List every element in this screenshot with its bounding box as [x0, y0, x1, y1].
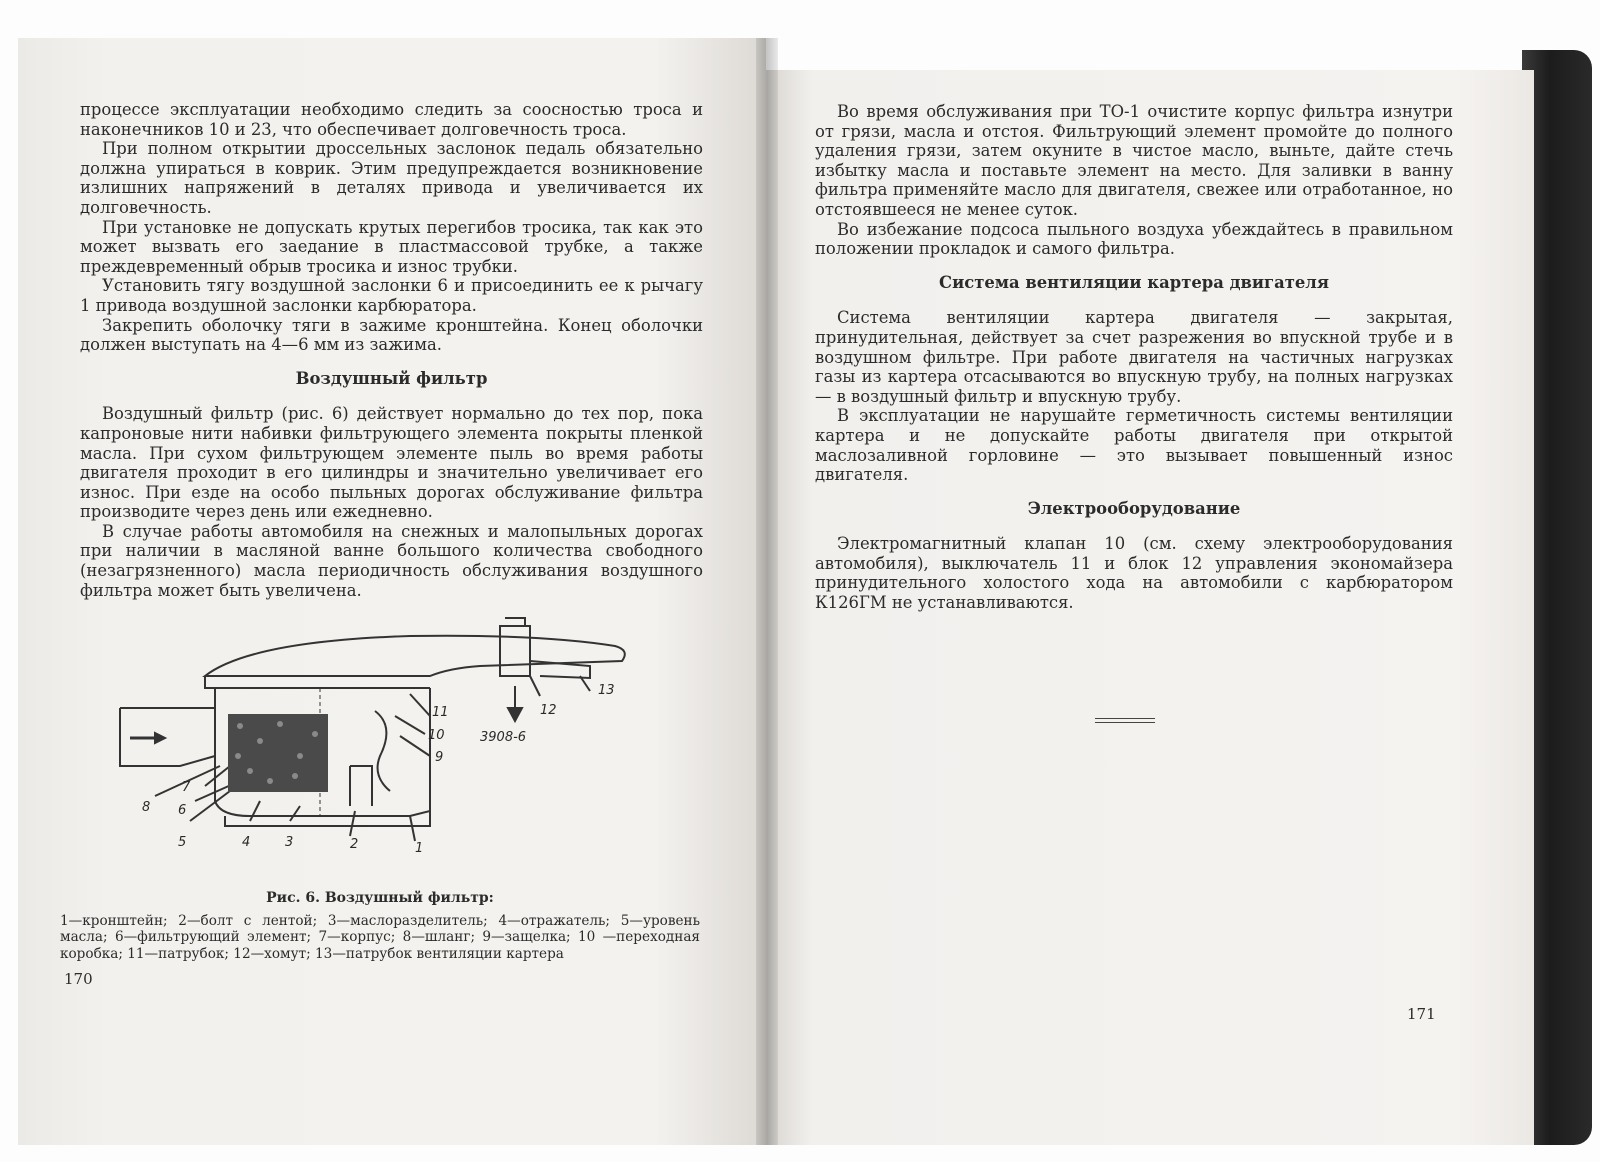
- callout-10: 10: [428, 728, 445, 743]
- figure-caption: [60, 890, 700, 962]
- callout-11: 11: [432, 705, 449, 720]
- callout-13: 13: [598, 683, 615, 698]
- paragraph: Во избежание подсоса пыльного воздуха убеждайтесь в правильном положении прокладок и самого фильтра.: [815, 219, 1453, 259]
- callout-2: 2: [350, 837, 359, 852]
- right-page-text: [815, 102, 1453, 613]
- section-heading: Система вентиляции картера двигателя: [939, 272, 1329, 292]
- end-rule: [1095, 718, 1155, 719]
- section-heading: Воздушный фильтр: [295, 368, 488, 388]
- page-gutter: [756, 38, 778, 1145]
- caption-text: 1—кронштейн; 2—болт с лентой; 3—маслоразделитель; 4—отражатель; 5—уровень масла; 6—фильтрующий элемент; 7—корпус; 8—шланг; 9—защелка; 10 —переходная коробка; 11—патрубок; 12—хомут; 13—патрубок вентиляции картера: [60, 912, 700, 962]
- paragraph: Во время обслуживания при ТО-1 очистите корпус фильтра изнутри от грязи, масла и отстоя. Фильтрующий элемент промойте до полного удаления грязи, затем окуните в чистое масло, выньте, дайте стечь избытку масла и поставьте элемент на место. Для заливки в ванну фильтра применяйте масло для двигателя, свежее или отработанное, но отстоявшееся не менее суток.: [815, 102, 1453, 219]
- callout-7: 7: [182, 780, 191, 795]
- callout-9: 9: [435, 750, 444, 765]
- paragraph: Воздушный фильтр (рис. 6) действует нормально до тех пор, пока капроновые нити набивки фильтрующего элемента покрыты пленкой масла. При сухом фильтрующем элементе пыль во время работы двигателя проходит в его цилиндры и значительно увеличивает его износ. При езде на особо пыльных дорогах обслуживание фильтра производите через день или ежедневно.: [80, 404, 703, 522]
- callout-5: 5: [178, 835, 187, 850]
- paragraph: При полном открытии дроссельных заслонок педаль обязательно должна упираться в коврик. Этим предупреждается возникновение излишних напряжений в деталях привода и увеличивается их долговечность.: [80, 139, 703, 217]
- air-filter-figure: [110, 616, 670, 876]
- left-page-text: [80, 100, 703, 600]
- paragraph: В эксплуатации не нарушайте герметичность системы вентиляции картера и не допускайте работы двигателя при открытой маслозаливной горловине — это вызывает повышенный износ двигателя.: [815, 406, 1453, 485]
- callout-12: 12: [540, 703, 557, 718]
- paragraph: При установке не допускать крутых перегибов тросика, так как это может вызвать его заедание в пластмассовой трубке, а также преждевременный обрыв тросика и износ трубки.: [80, 217, 703, 276]
- page-number-left: 170: [64, 970, 93, 988]
- page-number-right: 171: [1407, 1005, 1436, 1023]
- paragraph: процессе эксплуатации необходимо следить за соосностью троса и наконечников 10 и 23, что обеспечивает долговечность троса.: [80, 100, 703, 139]
- callout-4: 4: [242, 835, 251, 850]
- callout-3: 3: [285, 835, 294, 850]
- callout-8: 8: [142, 800, 151, 815]
- figure-code: 3908-6: [480, 730, 527, 745]
- end-rule: [1095, 722, 1155, 723]
- air-filter-drawing: [110, 616, 670, 876]
- paragraph: Электромагнитный клапан 10 (см. схему электрооборудования автомобиля), выключатель 11 и блок 12 управления экономайзера принудительного холостого хода на автомобили с карбюратором К126ГМ не устанавливаются.: [815, 534, 1453, 613]
- paragraph: Установить тягу воздушной заслонки 6 и присоединить ее к рычагу 1 привода воздушной заслонки карбюратора.: [80, 276, 703, 315]
- callout-1: 1: [415, 841, 424, 856]
- caption-title: Рис. 6. Воздушный фильтр:: [266, 890, 494, 906]
- callout-6: 6: [178, 803, 187, 818]
- section-heading: Электрооборудование: [1027, 498, 1241, 518]
- paragraph: Закрепить оболочку тяги в зажиме кронштейна. Конец оболочки должен выступать на 4—6 мм из зажима.: [80, 315, 703, 355]
- paragraph: В случае работы автомобиля на снежных и малопыльных дорогах при наличии в масляной ванне большого количества свободного (незагрязненного) масла периодичность обслуживания воздушного фильтра может быть увеличена.: [80, 521, 703, 600]
- paragraph: Система вентиляции картера двигателя — закрытая, принудительная, действует за счет разрежения во впускной трубе и в воздушном фильтре. При работе двигателя на частичных нагрузках газы из картера отсасываются во впускную трубу, на полных нагрузках — в воздушный фильтр и впускную трубу.: [815, 308, 1453, 406]
